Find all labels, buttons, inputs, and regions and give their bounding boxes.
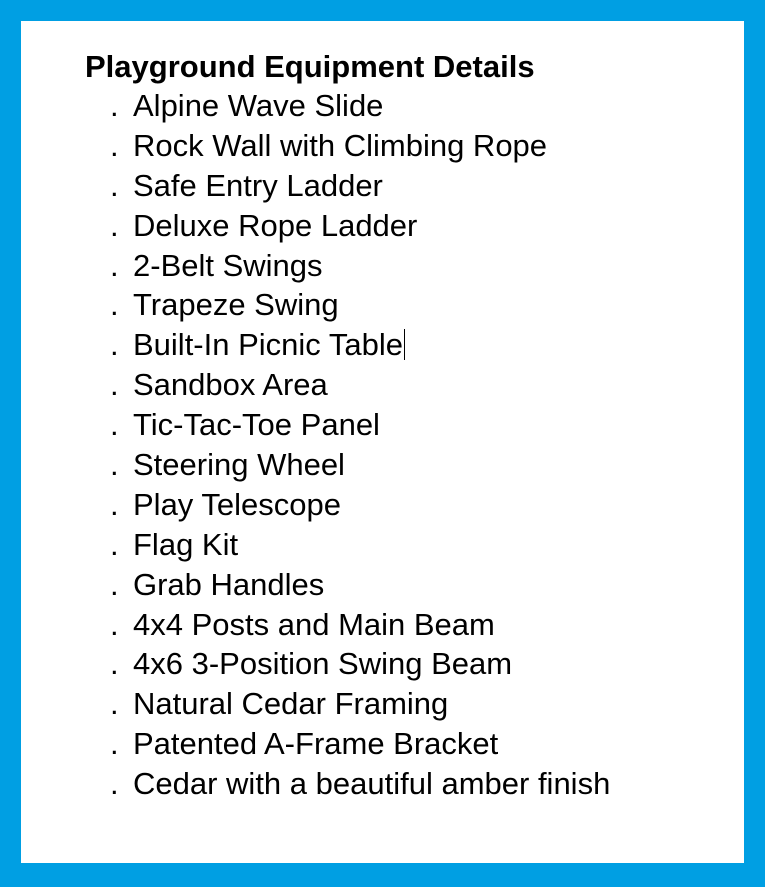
document-page[interactable] [21,21,744,863]
bullet-icon: . [110,407,119,443]
list-item-text: Sandbox Area [133,367,328,403]
list-item-text: Flag Kit [133,526,239,562]
bullet-icon: . [110,167,119,203]
bullet-icon: . [110,646,119,682]
bullet-icon: . [110,367,119,403]
list-item-text: 2-Belt Swings [133,247,323,283]
list-item-text: Natural Cedar Framing [133,686,449,722]
bullet-icon: . [110,686,119,722]
list-item-label: Built-In Picnic Table [133,327,403,363]
list-item-text: 4x6 3-Position Swing Beam [133,646,513,682]
list-item-text: Steering Wheel [133,447,345,483]
text-cursor [404,329,405,360]
list-item-text: Safe Entry Ladder [133,167,383,203]
document-title: Playground Equipment Details [85,49,535,84]
list-item-text: Alpine Wave Slide [133,88,384,123]
bullet-icon: . [110,127,119,163]
bullet-icon: . [110,247,119,283]
list-item-text [133,325,405,365]
bullet-icon: . [110,486,119,522]
bullet-icon: . [110,566,119,602]
list-item-text: Play Telescope [133,486,341,522]
list-item-text: Rock Wall with Climbing Rope [133,127,548,163]
list-item-text: Patented A-Frame Bracket [133,726,499,762]
list-item-text: Cedar with a beautiful amber finish [133,766,611,802]
list-item-text: Trapeze Swing [133,287,339,323]
bullet-icon: . [110,88,119,123]
list-item-text: Deluxe Rope Ladder [133,207,418,243]
list-item-text: 4x4 Posts and Main Beam [133,606,495,642]
bullet-icon: . [110,526,119,562]
list-item-text: Grab Handles [133,566,325,602]
bullet-icon: . [110,726,119,762]
bullet-icon: . [110,606,119,642]
bullet-icon: . [110,766,119,802]
bullet-icon: . [110,327,119,363]
bullet-icon: . [110,207,119,243]
bullet-icon: . [110,447,119,483]
list-item-text: Tic-Tac-Toe Panel [133,407,380,443]
bullet-icon: . [110,287,119,323]
